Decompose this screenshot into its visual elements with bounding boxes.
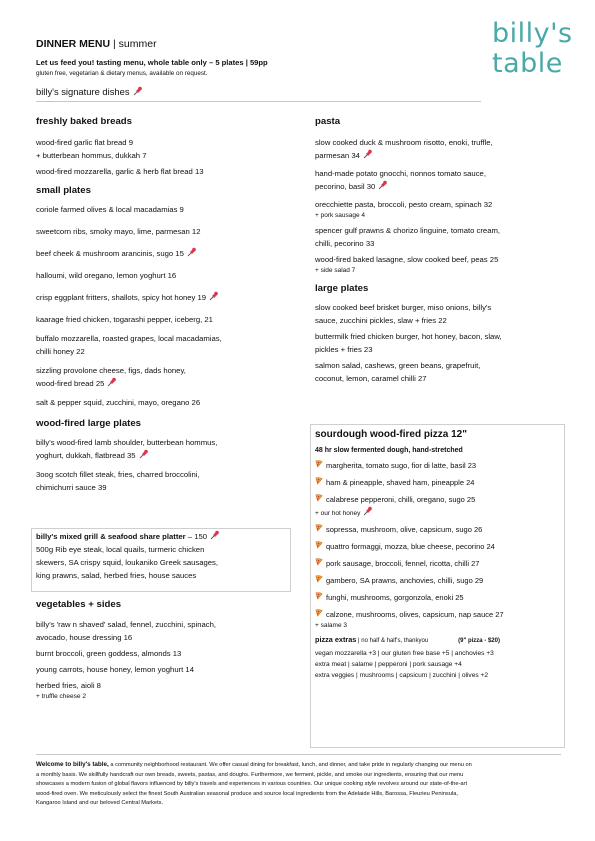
menu-item: billy's wood-fired lamb shoulder, butterbean hommus, <box>36 438 218 447</box>
menu-item-cont: wood-fired bread 25 <box>36 377 286 390</box>
pizza-addon: + our hot honey <box>315 506 565 519</box>
footer-line: showcases a modern fusion of global flavors influenced by billy's travels and experiences in various countries. Our unique cooking style revolves around our state-of-the-art <box>36 781 468 788</box>
pizza-item: calabrese pepperoni, chilli, oregano, sugo 25 <box>315 493 565 506</box>
menu-item-cont: pecorino, basil 30 <box>315 180 565 193</box>
pizza-slice-icon <box>315 609 323 617</box>
menu-item: coriole farmed olives & local macadamias 9 <box>36 205 184 214</box>
menu-item-addon: + pork sausage 4 <box>315 212 366 219</box>
pizza-extras-line: extra meat | salame | pepperoni | pork sausage +4 <box>315 661 462 668</box>
pushpin-icon <box>208 291 218 301</box>
platter-title: billy's mixed grill & seafood share platter – 150 <box>36 530 286 543</box>
pizza-extras-line: extra veggies | mushrooms | capsicum | zucchini | olives +2 <box>315 672 489 679</box>
left-column <box>36 115 286 494</box>
menu-item: beef cheek & mushroom arancinis, sugo 15 <box>36 247 286 260</box>
menu-item-cont: chilli, pecorino 33 <box>315 239 375 248</box>
menu-item: sizzling provolone cheese, figs, dads honey, <box>36 366 186 375</box>
platter-line: king prawns, salad, herbed fries, house sauces <box>36 571 197 580</box>
menu-item: spencer gulf prawns & chorizo linguine, tomato cream, <box>315 226 501 235</box>
section-title-pizza: sourdough wood-fired pizza 12" <box>315 429 467 440</box>
menu-item: slow cooked beef brisket burger, miso onions, billy's <box>315 303 492 312</box>
menu-item: billy's 'raw n shaved' salad, fennel, zucchini, spinach, <box>36 620 217 629</box>
section-title-breads: freshly baked breads <box>36 116 132 127</box>
menu-item: salmon salad, cashews, green beans, grapefruit, <box>315 361 481 370</box>
pushpin-icon <box>106 377 116 387</box>
pushpin-icon <box>186 247 196 257</box>
platter-line: skewers, SA crispy squid, loukaniko Greek sausages, <box>36 558 219 567</box>
footer-divider <box>36 754 561 755</box>
tasting-menu-line: Let us feed you! tasting menu, whole table only – 5 plates | 59pp <box>36 58 268 67</box>
pizza-item: pork sausage, broccoli, fennel, ricotta, chilli 27 <box>315 557 565 570</box>
section-title-large-plates: large plates <box>315 283 369 294</box>
menu-item: wood-fired baked lasagne, slow cooked beef, peas 25 <box>315 255 499 264</box>
pizza-slice-icon <box>315 575 323 583</box>
footer-line: a monthly basis. We skillfully handcraft our own breads, sweets, pastas, and doughs. Furthermore, we ferment, pickle, and smoke our ingredients, ensuring that our menu <box>36 771 464 778</box>
menu-item: crisp eggplant fritters, shallots, spicy hot honey 19 <box>36 291 286 304</box>
pizza-slice-icon <box>315 460 323 468</box>
header-divider <box>36 101 481 102</box>
share-platter <box>36 530 286 582</box>
pushpin-icon <box>362 149 372 159</box>
menu-item-addon: + truffle cheese 2 <box>36 693 86 700</box>
section-title-vegetables: vegetables + sides <box>36 599 122 610</box>
menu-item: 3oog scotch fillet steak, fries, charred broccolini, <box>36 470 200 479</box>
menu-item: herbed fries, aioli 8 <box>36 681 101 690</box>
menu-item-cont: chimichurri sauce 39 <box>36 483 107 492</box>
logo-line-2: table <box>492 48 563 79</box>
menu-item: wood-fired garlic flat bread 9 <box>36 138 133 147</box>
footer-about <box>36 760 561 809</box>
right-column <box>315 115 565 385</box>
menu-item: burnt broccoli, green goddess, almonds 13 <box>36 649 182 658</box>
menu-item-cont: yoghurt, dukkah, flatbread 35 <box>36 449 286 462</box>
dietary-note: gluten free, vegetarian & dietary menus, available on request. <box>36 70 208 77</box>
menu-item: hand-made potato gnocchi, nonnos tomato sauce, <box>315 169 486 178</box>
pizza-item: sopressa, mushroom, olive, capsicum, sugo 26 <box>315 523 565 536</box>
menu-item: sweetcorn ribs, smoky mayo, lime, parmesan 12 <box>36 227 201 236</box>
menu-item-cont: pickles + fries 23 <box>315 345 373 354</box>
menu-item: wood-fired mozzarella, garlic & herb flat bread 13 <box>36 167 204 176</box>
pizza-slice-icon <box>315 558 323 566</box>
pushpin-icon <box>209 530 219 540</box>
pizza-extras-line: vegan mozzarella +3 | our gluten free base +5 | anchovies +3 <box>315 650 494 657</box>
menu-item-cont: chilli honey 22 <box>36 347 85 356</box>
logo-line-1: billy's <box>492 18 573 49</box>
pizza-slice-icon <box>315 541 323 549</box>
menu-item: young carrots, house honey, lemon yoghurt 14 <box>36 665 194 674</box>
pizza-item: quattro formaggi, mozza, blue cheese, pecorino 24 <box>315 540 565 553</box>
pizza-slice-icon <box>315 524 323 532</box>
menu-item-cont: sauce, zucchini pickles, slaw + fries 22 <box>315 316 447 325</box>
menu-item: orecchiette pasta, broccoli, pesto cream, spinach 32 <box>315 200 493 209</box>
menu-item: salt & pepper squid, zucchini, mayo, oregano 26 <box>36 398 201 407</box>
pushpin-icon <box>132 86 142 96</box>
pizza-addon: + salame 3 <box>315 622 347 629</box>
pizza-slice-icon <box>315 477 323 485</box>
menu-item-cont: avocado, house dressing 16 <box>36 633 133 642</box>
menu-item-addon: + side salad 7 <box>315 267 356 274</box>
vegetables-sides <box>36 598 286 702</box>
menu-item-cont: parmesan 34 <box>315 149 565 162</box>
pizza-item: margherita, tomato sugo, fior di latte, basil 23 <box>315 459 565 472</box>
menu-title: DINNER MENU | summer <box>36 38 157 50</box>
pizza-item: ham & pineapple, shaved ham, pineapple 24 <box>315 476 565 489</box>
pizza-slice-icon <box>315 592 323 600</box>
pizza-item: gambero, SA prawns, anchovies, chilli, sugo 29 <box>315 574 565 587</box>
menu-item: buffalo mozzarella, roasted grapes, local macadamias, <box>36 334 222 343</box>
menu-item-addon: + butterbean hommus, dukkah 7 <box>36 151 147 160</box>
pizza-extras-heading: pizza extras | no half & half's, thankyou (9" pizza - $20) <box>315 635 500 644</box>
menu-item: kaarage fried chicken, togarashi pepper, iceberg, 21 <box>36 315 213 324</box>
footer-line: Kangaroo Island and our beloved Central Markets. <box>36 800 164 807</box>
pizza-section <box>315 428 565 681</box>
menu-item: buttermilk fried chicken burger, hot honey, bacon, slaw, <box>315 332 502 341</box>
pushpin-icon <box>377 180 387 190</box>
pizza-item: funghi, mushrooms, gorgonzola, enoki 25 <box>315 591 565 604</box>
pizza-item: calzone, mushrooms, olives, capsicum, nap sauce 27 <box>315 608 565 621</box>
pushpin-icon <box>138 449 148 459</box>
footer-line: wood-fired oven. We meticulously select the finest South Australian seasonal produce and source local ingredients from the Adelaide Hills, Barossa, Fleurieu Peninsula, <box>36 790 458 797</box>
menu-item: slow cooked duck & mushroom risotto, enoki, truffle, <box>315 138 493 147</box>
signature-dishes-legend: billy's signature dishes <box>36 86 142 97</box>
section-title-wood-fired-large: wood-fired large plates <box>36 418 142 429</box>
section-title-small-plates: small plates <box>36 185 91 196</box>
pushpin-icon <box>362 506 372 516</box>
menu-item: halloumi, wild oregano, lemon yoghurt 16 <box>36 271 177 280</box>
menu-item-cont: coconut, lemon, caramel chilli 27 <box>315 374 427 383</box>
platter-line: 500g Rib eye steak, local quails, turmeric chicken <box>36 545 205 554</box>
section-title-pasta: pasta <box>315 116 341 127</box>
footer-line: Welcome to billy's table, a community neighborhood restaurant. We offer casual dining for breakfast, lunch, and dinner, and take pride in regularly changing our menu on <box>36 761 472 768</box>
pizza-slice-icon <box>315 494 323 502</box>
pizza-subtitle: 48 hr slow fermented dough, hand-stretched <box>315 447 463 454</box>
